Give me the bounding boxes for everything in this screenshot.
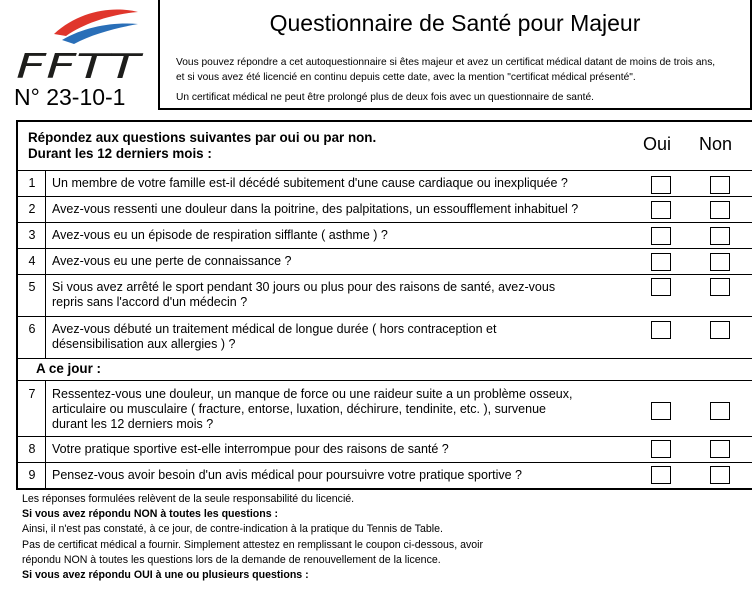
question-row — [18, 196, 752, 222]
question-row — [18, 222, 752, 248]
question-row — [18, 274, 752, 316]
checkbox-oui-9[interactable] — [651, 466, 671, 484]
checkbox-oui-8[interactable] — [651, 440, 671, 458]
fftt-logo — [10, 4, 150, 80]
checkbox-oui-6[interactable] — [651, 321, 671, 339]
question-row — [18, 462, 752, 488]
footer-responsibility: Les réponses formulées relèvent de la seule responsabilité du licencié. — [22, 493, 355, 505]
question-row — [18, 436, 752, 462]
checkbox-non-2[interactable] — [710, 201, 730, 219]
question-number: 1 — [28, 176, 36, 190]
checkbox-non-8[interactable] — [710, 440, 730, 458]
table-intro-row — [18, 122, 752, 170]
fftt-logo-mark — [10, 4, 150, 80]
checkbox-oui-1[interactable] — [651, 176, 671, 194]
question-number: 4 — [28, 254, 36, 268]
checkbox-non-5[interactable] — [710, 278, 730, 296]
checkbox-oui-7[interactable] — [651, 402, 671, 420]
header-box — [158, 0, 752, 110]
question-row — [18, 316, 752, 358]
checkbox-oui-2[interactable] — [651, 201, 671, 219]
section-header-today: A ce jour : — [36, 361, 101, 376]
footer-all-no-text-2: Pas de certificat médical a fournir. Simplement attestez en remplissant le coupon ci-dessous, avoir — [22, 538, 484, 551]
question-text: Un membre de votre famille est-il décédé subitement d'une cause cardiaque ou inexpliquée ? — [52, 176, 568, 190]
question-text: Avez-vous ressenti une douleur dans la poitrine, des palpitations, un essoufflement inhabituel ? — [52, 202, 579, 216]
question-number: 3 — [28, 228, 36, 242]
footer-any-yes-heading: Si vous avez répondu OUI à une ou plusieurs questions : — [22, 569, 309, 582]
page-title: Questionnaire de Santé pour Majeur — [269, 10, 641, 36]
document-number: N° 23-10-1 — [14, 84, 126, 110]
logo-text: FFTT — [16, 47, 144, 80]
question-row — [18, 248, 752, 274]
question-row — [18, 380, 752, 436]
intro-line-2: Durant les 12 derniers mois : — [28, 146, 212, 161]
header-instruction-1: Vous pouvez répondre a cet autoquestionnaire si êtes majeur et avez un certificat médical datant de moins de trois ans, — [176, 57, 716, 68]
checkbox-oui-4[interactable] — [651, 253, 671, 271]
checkbox-non-4[interactable] — [710, 253, 730, 271]
question-text-line-1: Ressentez-vous une douleur, un manque de force ou une raideur suite a un problème osseux, — [52, 387, 573, 401]
section-header-row — [18, 358, 752, 380]
question-text: Avez-vous eu une perte de connaissance ? — [52, 254, 292, 268]
footer-all-no-text-3: répondu NON à toutes les questions lors de la demande de renouvellement de la licence. — [22, 553, 441, 566]
header-instruction-2: et si vous avez été licencié en continu depuis cette date, avec la mention "certificat médical présenté". — [176, 72, 636, 83]
footer-all-no-heading: Si vous avez répondu NON à toutes les questions : — [22, 508, 279, 521]
checkbox-non-9[interactable] — [710, 466, 730, 484]
checkbox-oui-3[interactable] — [651, 227, 671, 245]
question-number: 6 — [28, 322, 36, 336]
question-number: 9 — [28, 468, 36, 482]
question-text-line-3: durant les 12 derniers mois ? — [52, 417, 214, 431]
question-row — [18, 170, 752, 196]
checkbox-non-6[interactable] — [710, 321, 730, 339]
question-number: 8 — [28, 442, 36, 456]
question-number: 7 — [28, 387, 36, 401]
checkbox-non-1[interactable] — [710, 176, 730, 194]
checkbox-non-3[interactable] — [710, 227, 730, 245]
question-text: Avez-vous eu un épisode de respiration sifflante ( asthme ) ? — [52, 228, 388, 242]
question-number: 5 — [28, 280, 36, 294]
question-text-line-2: désensibilisation aux allergies ) ? — [52, 337, 236, 351]
question-text-line-2: articulaire ou musculaire ( fracture, entorse, luxation, déchirure, tendinite, etc. ), survenue — [52, 402, 546, 416]
header-instruction-3: Un certificat médical ne peut être prolongé plus de deux fois avec un questionnaire de santé. — [176, 92, 594, 103]
question-text-line-2: repris sans l'accord d'un médecin ? — [52, 295, 248, 309]
question-number: 2 — [28, 202, 36, 216]
intro-line-1: Répondez aux questions suivantes par oui ou par non. — [28, 130, 377, 145]
footer-all-no-text-1: Ainsi, il n'est pas constaté, à ce jour, de contre-indication à la pratique du Tennis de Table. — [22, 523, 443, 536]
footer-notes — [22, 492, 742, 583]
question-text-line-1: Si vous avez arrêté le sport pendant 30 jours ou plus pour des raisons de santé, avez-vous — [52, 280, 556, 294]
column-header-oui: Oui — [643, 134, 672, 154]
column-header-non: Non — [699, 134, 733, 154]
question-text: Pensez-vous avoir besoin d'un avis médical pour poursuivre votre pratique sportive ? — [52, 468, 522, 482]
checkbox-non-7[interactable] — [710, 402, 730, 420]
question-text: Votre pratique sportive est-elle interrompue pour des raisons de santé ? — [52, 442, 449, 456]
question-text-line-1: Avez-vous débuté un traitement médical de longue durée ( hors contraception et — [52, 322, 497, 336]
questions-table — [16, 120, 752, 490]
checkbox-oui-5[interactable] — [651, 278, 671, 296]
